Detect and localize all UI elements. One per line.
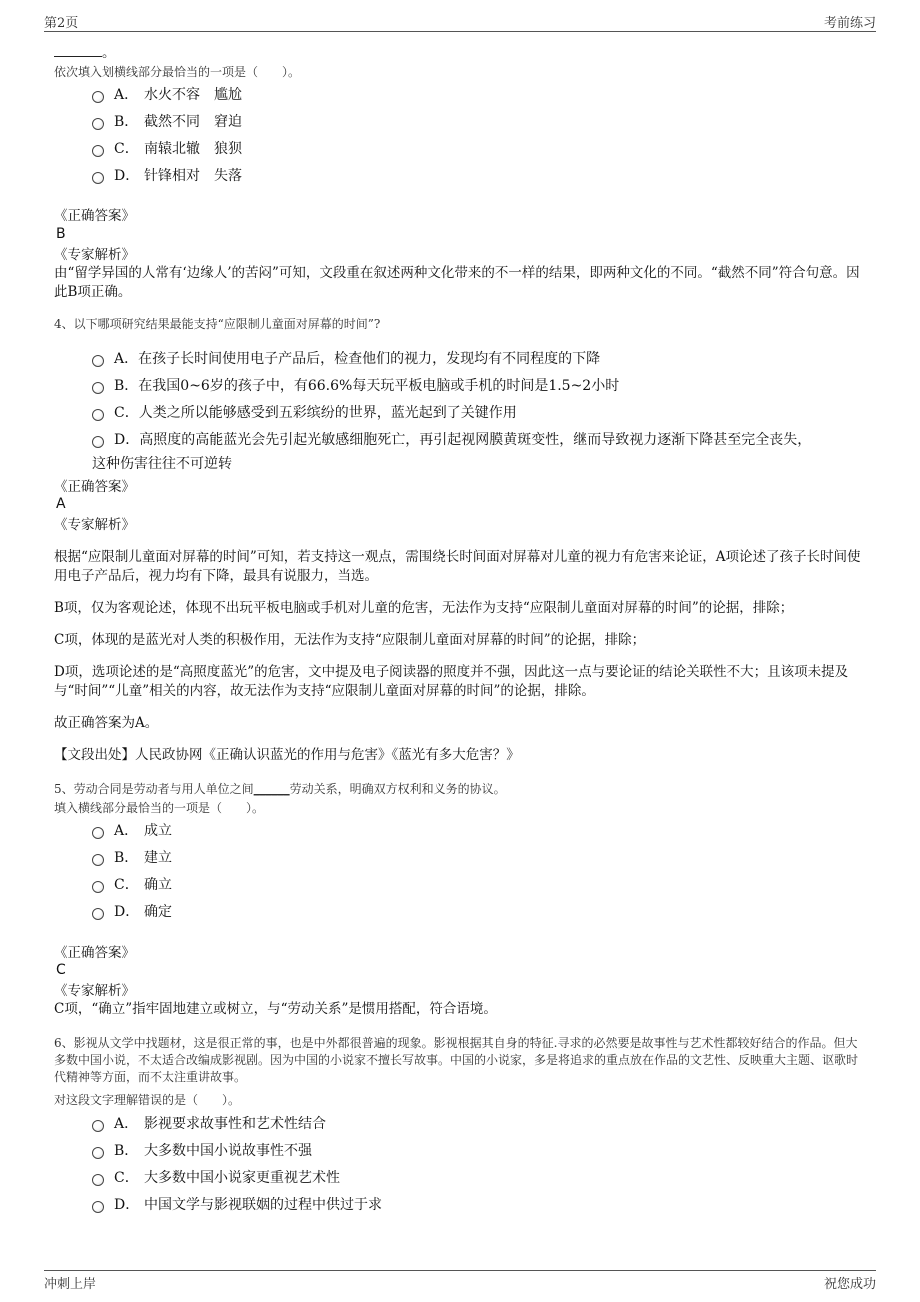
q3-option-a[interactable]: A． 水火不容 尴尬 — [92, 86, 242, 105]
radio-icon[interactable] — [92, 145, 104, 157]
q5-stem: 5、劳动合同是劳动者与用人单位之间______劳动关系，明确双方权利和义务的协议。 — [54, 782, 506, 796]
q6-stem: 6、影视从文学中找题材，这是很正常的事，也是中外都很普遍的现象。影视根据其自身的特征.寻求的必然要是故事性与艺术性都较好结合的作品。但大多数中国小说，不太适合改编成影视剧。因为中国的小说家不擅长写故事。中国的小说家，多是将追求的重点放在作品的文艺性、反映重大主题、讴歌时代精神等方面，而不太注重讲故事。 — [54, 1036, 859, 1084]
page-header — [44, 12, 876, 30]
radio-icon[interactable] — [92, 118, 104, 130]
q3-analysis-label: 《专家解析》 — [54, 247, 135, 263]
radio-icon[interactable] — [92, 172, 104, 184]
header-divider — [44, 31, 876, 32]
q4-analysis-paragraph: B项，仅为客观论述，体现不出玩平板电脑或手机对儿童的危害，无法作为支持“应限制儿童面对屏幕的时间”的论据，排除； — [54, 600, 794, 616]
footer-left: 冲刺上岸 — [44, 1277, 97, 1292]
radio-icon[interactable] — [92, 382, 104, 394]
q5-option-c[interactable]: C． 确立 — [92, 876, 172, 895]
blank-line-top: 。 — [54, 44, 116, 63]
q4-option-d-continued: 这种伤害往往不可逆转 — [92, 456, 232, 472]
q6-option-a[interactable]: A． 影视要求故事性和艺术性结合 — [92, 1115, 326, 1134]
q5-option-d[interactable]: D． 确定 — [92, 903, 172, 922]
q3-option-b[interactable]: B． 截然不同 窘迫 — [92, 113, 242, 132]
header-title: 考前练习 — [823, 16, 876, 31]
q4-stem: 4、以下哪项研究结果最能支持“应限制儿童面对屏幕的时间”? — [54, 317, 381, 331]
q4-analysis-paragraph: D项，选项论述的是“高照度蓝光”的危害，文中提及电子阅读器的照度并不强，因此这一点与要论证的结论关联性不大；且该项未提及与“时间”“儿童”相关的内容，故无法作为支持“应限制儿童面对屏幕的时间”的论据，排除。 — [54, 664, 849, 699]
q3-answer-label: 《正确答案》 — [54, 208, 135, 224]
q6-stem-2: 对这段文字理解错误的是（ ）。 — [54, 1093, 241, 1107]
radio-icon[interactable] — [92, 827, 104, 839]
radio-icon[interactable] — [92, 854, 104, 866]
q5-stem-2: 填入横线部分最恰当的一项是（ ）。 — [54, 801, 265, 815]
q5-analysis: C项，“确立”指牢固地建立或树立，与“劳动关系”是惯用搭配，符合语境。 — [54, 1001, 497, 1017]
q4-analysis-paragraph: 根据“应限制儿童面对屏幕的时间”可知，若支持这一观点，需围绕长时间面对屏幕对儿童的视力有危害来论证，A项论述了孩子长时间使用电子产品后，视力均有下降，最具有说服力，当选。 — [54, 549, 861, 584]
footer-right: 祝您成功 — [823, 1277, 876, 1292]
q3-option-d[interactable]: D． 针锋相对 失落 — [92, 167, 242, 186]
blank-underline — [54, 46, 102, 57]
q5-option-b[interactable]: B． 建立 — [92, 849, 172, 868]
q6-option-c[interactable]: C． 大多数中国小说家更重视艺术性 — [92, 1169, 340, 1188]
q4-answer-label: 《正确答案》 — [54, 479, 135, 495]
radio-icon[interactable] — [92, 1174, 104, 1186]
footer-divider — [44, 1270, 876, 1271]
q3-answer: B — [56, 226, 66, 242]
q4-analysis-paragraph: 故正确答案为A。 — [54, 715, 159, 731]
radio-icon[interactable] — [92, 91, 104, 103]
q4-option-b[interactable]: B．在我国0~6岁的孩子中，有66.6%每天玩平板电脑或手机的时间是1.5~2小时 — [92, 377, 619, 396]
q5-option-a[interactable]: A． 成立 — [92, 822, 172, 841]
q6-option-d[interactable]: D． 中国文学与影视联姻的过程中供过于求 — [92, 1196, 382, 1215]
radio-icon[interactable] — [92, 1147, 104, 1159]
q5-blank: ______ — [253, 782, 290, 796]
q4-option-d[interactable]: D．高照度的高能蓝光会先引起光敏感细胞死亡，再引起视网膜黄斑变性，继而导致视力逐渐下降甚至完全丧失， — [92, 431, 811, 450]
q3-stem: 依次填入划横线部分最恰当的一项是（ ）。 — [54, 65, 301, 79]
page-number: 第2页 — [44, 16, 79, 31]
q3-analysis: 由“留学异国的人常有‘边缘人’的苦闷”可知，文段重在叙述两种文化带来的不一样的结果，即两种文化的不同。“截然不同”符合句意。因此B项正确。 — [54, 265, 860, 300]
q5-answer-label: 《正确答案》 — [54, 945, 135, 961]
radio-icon[interactable] — [92, 1120, 104, 1132]
radio-icon[interactable] — [92, 355, 104, 367]
q5-answer: C — [56, 962, 66, 978]
q4-analysis-paragraph: C项，体现的是蓝光对人类的积极作用，无法作为支持“应限制儿童面对屏幕的时间”的论据，排除； — [54, 632, 646, 648]
radio-icon[interactable] — [92, 436, 104, 448]
q4-option-a[interactable]: A．在孩子长时间使用电子产品后，检查他们的视力，发现均有不同程度的下降 — [92, 350, 600, 369]
q4-source: 【文段出处】人民政协网《正确认识蓝光的作用与危害》《蓝光有多大危害？》 — [54, 747, 520, 763]
q4-analysis-label: 《专家解析》 — [54, 517, 135, 533]
q4-answer: A — [56, 496, 66, 512]
radio-icon[interactable] — [92, 881, 104, 893]
q6-option-b[interactable]: B． 大多数中国小说故事性不强 — [92, 1142, 312, 1161]
radio-icon[interactable] — [92, 1201, 104, 1213]
q3-option-c[interactable]: C． 南辕北辙 狼狈 — [92, 140, 242, 159]
q4-option-c[interactable]: C．人类之所以能够感受到五彩缤纷的世界，蓝光起到了关键作用 — [92, 404, 517, 423]
radio-icon[interactable] — [92, 409, 104, 421]
q5-analysis-label: 《专家解析》 — [54, 983, 135, 999]
radio-icon[interactable] — [92, 908, 104, 920]
